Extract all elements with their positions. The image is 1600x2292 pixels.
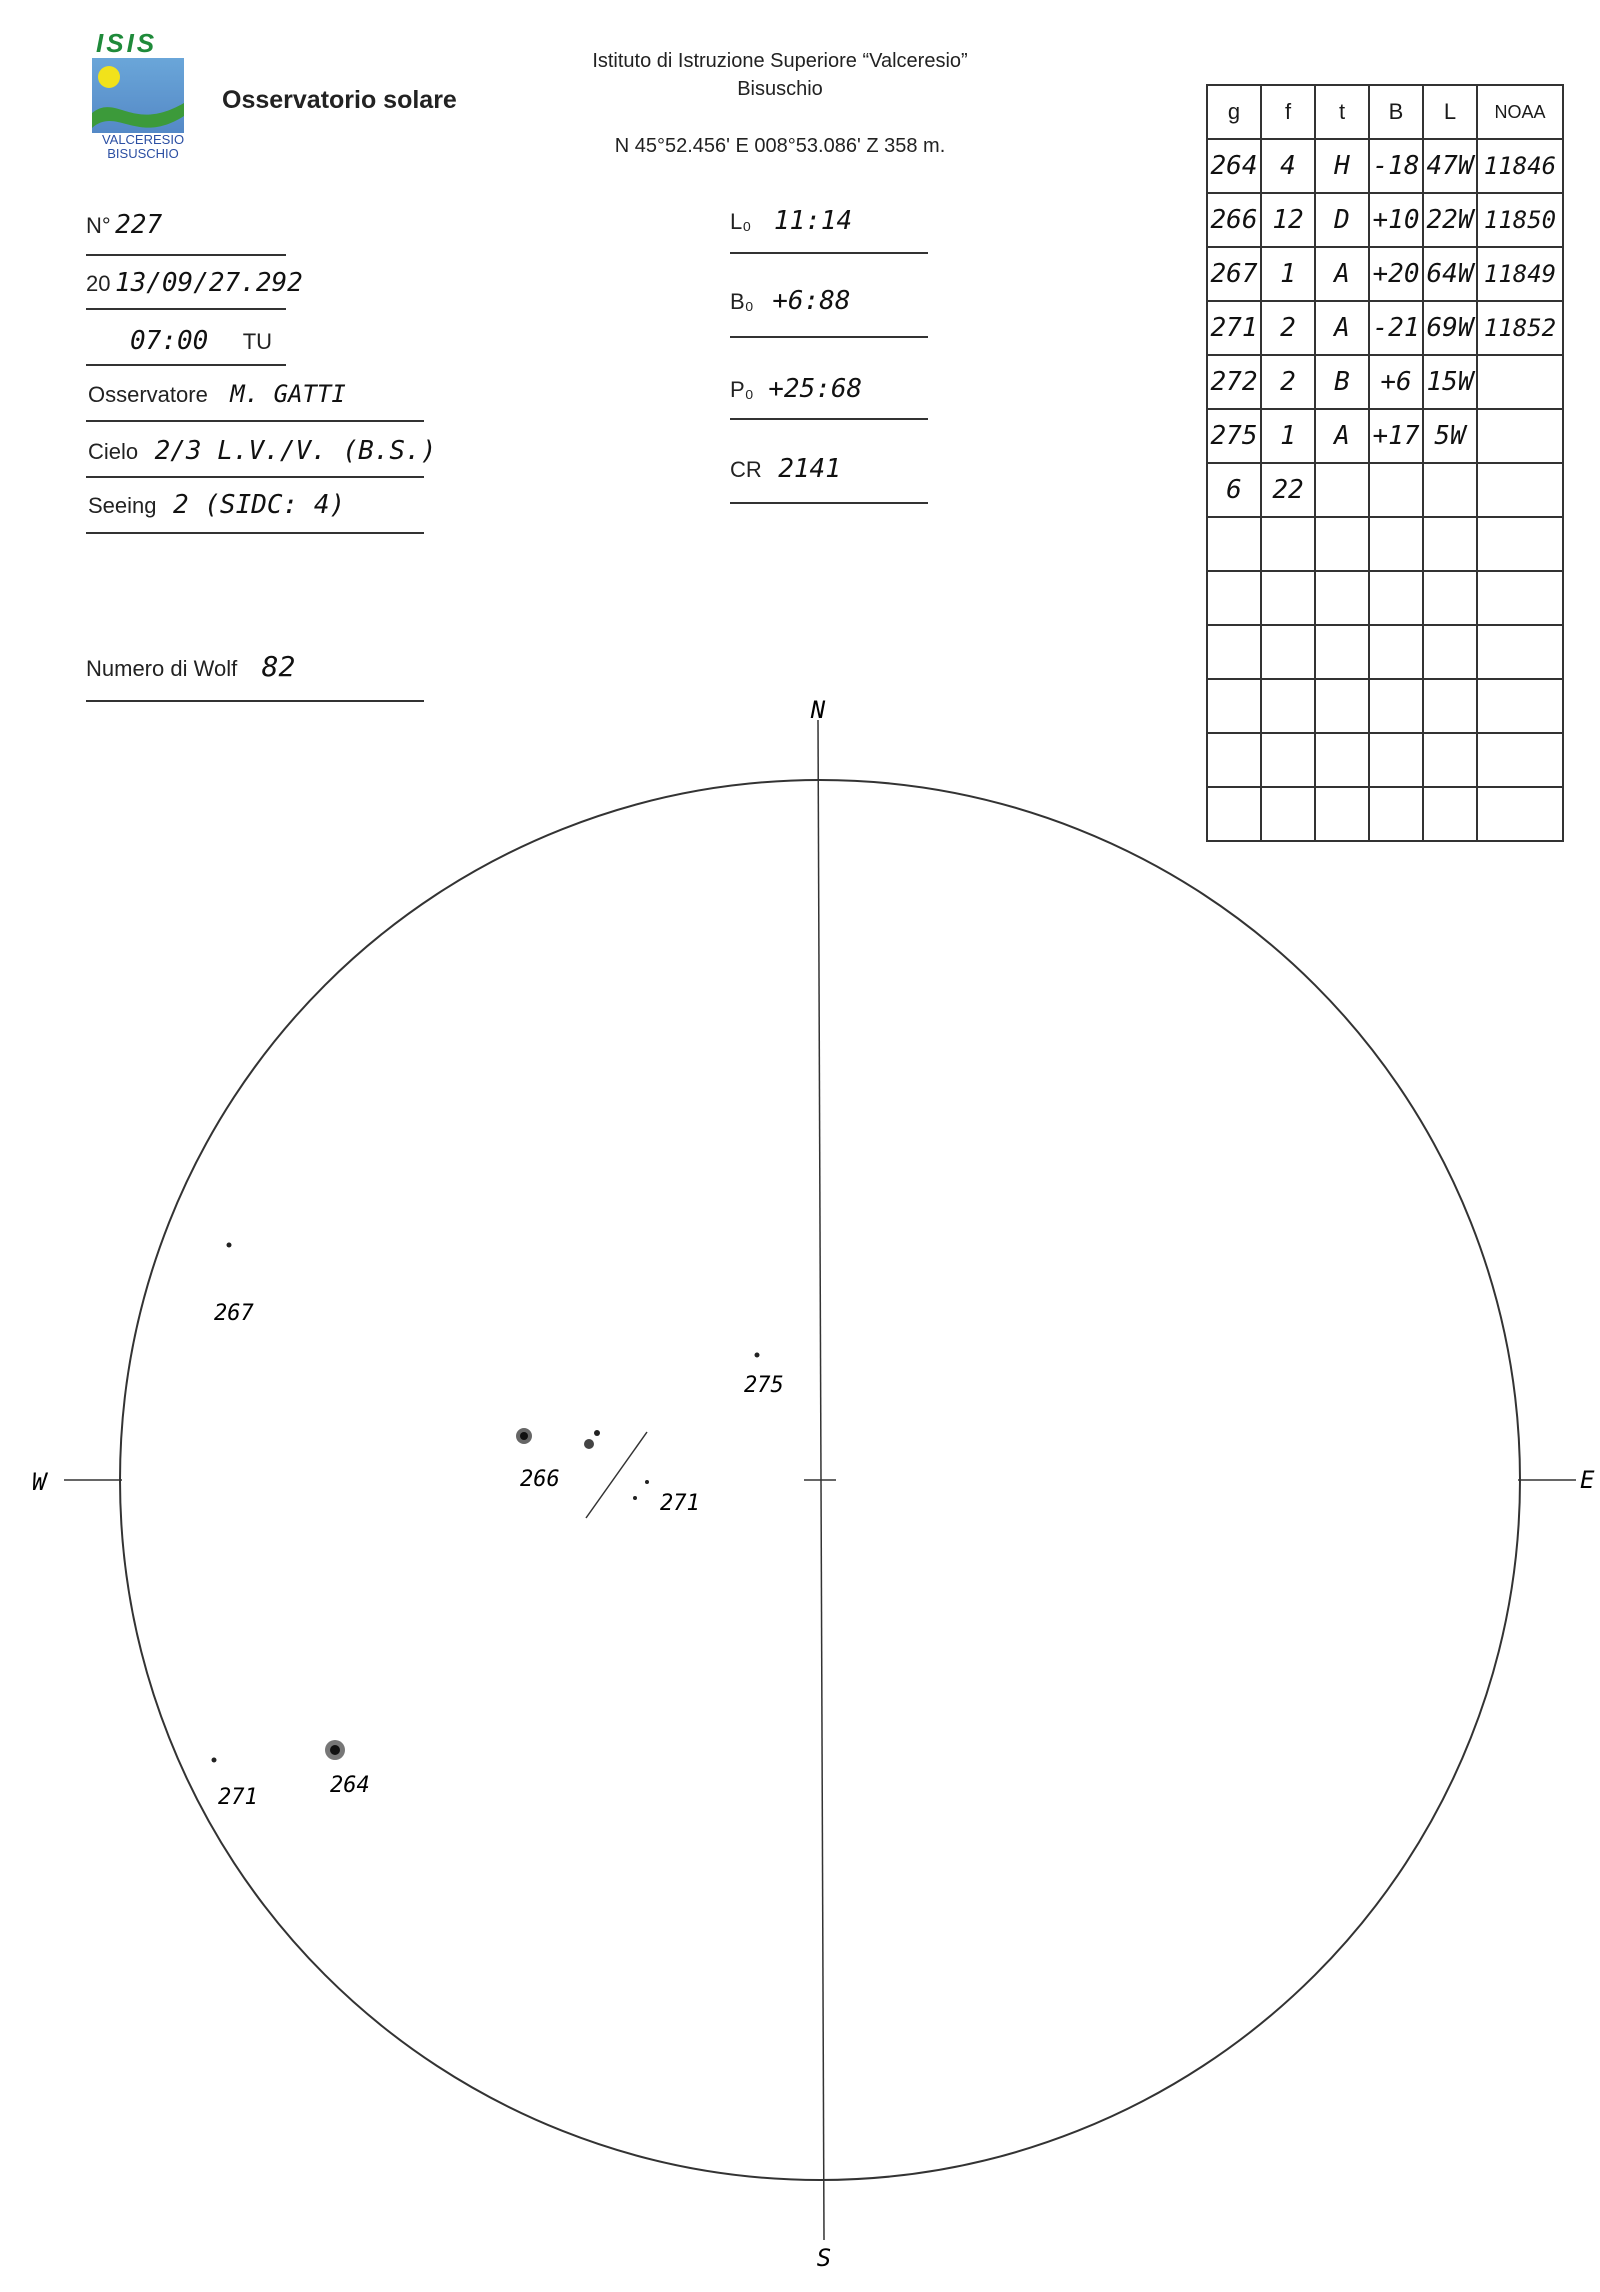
table-cell: 275 (1207, 409, 1261, 463)
table-cell (1477, 409, 1563, 463)
table-cell (1423, 517, 1477, 571)
table-cell (1477, 355, 1563, 409)
table-row (1207, 247, 1563, 301)
sky-condition: Cielo 2/3 L.V./V. (B.S.) (88, 436, 437, 466)
table-cell (1315, 463, 1369, 517)
observatory-title: Osservatorio solare (222, 86, 457, 114)
table-cell (1423, 463, 1477, 517)
col-header-noaa: NOAA (1477, 85, 1563, 139)
ephemeris-b0: B₀ +6:88 (730, 286, 851, 316)
table-cell: 22W (1423, 193, 1477, 247)
table-cell: 2 (1261, 355, 1315, 409)
table-cell (1477, 571, 1563, 625)
table-cell (1315, 571, 1369, 625)
table-cell (1261, 517, 1315, 571)
west-label: W (32, 1468, 47, 1496)
table-cell (1261, 625, 1315, 679)
table-cell: 5W (1423, 409, 1477, 463)
table-cell: 1 (1261, 409, 1315, 463)
table-cell: 22 (1261, 463, 1315, 517)
table-cell: 12 (1261, 193, 1315, 247)
table-cell: A (1315, 409, 1369, 463)
group-label-271-center: 271 (660, 1491, 700, 1516)
table-cell: 11852 (1477, 301, 1563, 355)
table-cell: 4 (1261, 139, 1315, 193)
table-cell: 264 (1207, 139, 1261, 193)
spot-275 (755, 1353, 760, 1358)
table-cell (1207, 571, 1261, 625)
group-label-271-limb: 271 (218, 1785, 258, 1810)
east-label: E (1580, 1466, 1595, 1494)
table-cell (1315, 625, 1369, 679)
table-cell: A (1315, 301, 1369, 355)
table-cell: H (1315, 139, 1369, 193)
table-cell: 272 (1207, 355, 1261, 409)
spot-271-b (212, 1758, 217, 1763)
table-header-row (1207, 85, 1563, 139)
divider (730, 418, 928, 420)
table-cell (1477, 517, 1563, 571)
divider (86, 364, 286, 366)
table-cell (1369, 571, 1423, 625)
institute-name: Istituto di Istruzione Superiore “Valceresio” (592, 50, 968, 72)
table-cell: 11846 (1477, 139, 1563, 193)
institute-town: Bisuschio (737, 78, 823, 100)
logo-brand: ISIS (96, 28, 158, 58)
spot-267 (227, 1243, 232, 1248)
table-cell (1207, 517, 1261, 571)
table-cell: 271 (1207, 301, 1261, 355)
divider (730, 502, 928, 504)
group-separator-line (586, 1432, 647, 1518)
col-header-b: B (1369, 85, 1423, 139)
table-cell (1477, 463, 1563, 517)
north-label: N (810, 696, 826, 724)
table-cell: 47W (1423, 139, 1477, 193)
col-header-g: g (1207, 85, 1261, 139)
table-row (1207, 571, 1563, 625)
table-cell (1207, 625, 1261, 679)
table-cell: A (1315, 247, 1369, 301)
ephemeris-l0: L₀ 11:14 (730, 206, 853, 236)
table-cell (1369, 625, 1423, 679)
table-row (1207, 625, 1563, 679)
observer: Osservatore M. GATTI (88, 380, 346, 408)
wolf-number: Numero di Wolf 82 (86, 650, 296, 683)
table-cell (1369, 517, 1423, 571)
seeing: Seeing 2 (SIDC: 4) (88, 490, 346, 520)
col-header-t: t (1315, 85, 1369, 139)
table-row (1207, 355, 1563, 409)
table-cell (1423, 571, 1477, 625)
table-cell: B (1315, 355, 1369, 409)
table-cell: D (1315, 193, 1369, 247)
table-cell: -21 (1369, 301, 1423, 355)
table-row (1207, 301, 1563, 355)
observation-time: 07:00 TU (130, 326, 273, 356)
divider (86, 254, 286, 256)
table-cell (1477, 625, 1563, 679)
table-cell: 2 (1261, 301, 1315, 355)
divider (86, 308, 286, 310)
sun-icon (98, 66, 120, 88)
table-cell: 11849 (1477, 247, 1563, 301)
col-header-l: L (1423, 85, 1477, 139)
table-cell: 15W (1423, 355, 1477, 409)
table-cell (1423, 625, 1477, 679)
table-cell: 64W (1423, 247, 1477, 301)
group-label-266: 266 (520, 1467, 560, 1492)
logo-town: VALCERESIO BISUSCHIO (88, 133, 198, 161)
observatory-coordinates: N 45°52.456' E 008°53.086' Z 358 m. (614, 135, 946, 157)
table-cell: +10 (1369, 193, 1423, 247)
table-cell: 1 (1261, 247, 1315, 301)
table-row (1207, 139, 1563, 193)
solar-disk-drawing (0, 680, 1600, 2280)
table-cell: 11850 (1477, 193, 1563, 247)
table-row (1207, 409, 1563, 463)
divider (730, 252, 928, 254)
table-cell: -18 (1369, 139, 1423, 193)
ephemeris-p0: P₀ +25:68 (730, 374, 863, 404)
spot-266-follower (584, 1439, 594, 1449)
observation-date: 20 13/09/27.292 (86, 268, 303, 298)
divider (86, 420, 424, 422)
divider (86, 476, 424, 478)
table-cell: +20 (1369, 247, 1423, 301)
table-cell (1261, 571, 1315, 625)
table-cell: 6 (1207, 463, 1261, 517)
divider (730, 336, 928, 338)
south-label: S (816, 2244, 832, 2272)
table-cell: 69W (1423, 301, 1477, 355)
table-cell (1369, 463, 1423, 517)
school-logo (88, 28, 198, 168)
table-row (1207, 463, 1563, 517)
spot-271-a (645, 1480, 649, 1484)
carrington-rotation: CR 2141 (730, 454, 841, 484)
table-cell: 267 (1207, 247, 1261, 301)
table-cell: +17 (1369, 409, 1423, 463)
observation-number: N° 227 (86, 210, 163, 240)
divider (86, 532, 424, 534)
table-row (1207, 517, 1563, 571)
table-row (1207, 193, 1563, 247)
group-label-275: 275 (744, 1373, 784, 1398)
table-cell (1315, 517, 1369, 571)
col-header-f: f (1261, 85, 1315, 139)
group-label-264: 264 (330, 1773, 370, 1798)
table-cell: +6 (1369, 355, 1423, 409)
group-label-267: 267 (214, 1301, 254, 1326)
table-cell: 266 (1207, 193, 1261, 247)
